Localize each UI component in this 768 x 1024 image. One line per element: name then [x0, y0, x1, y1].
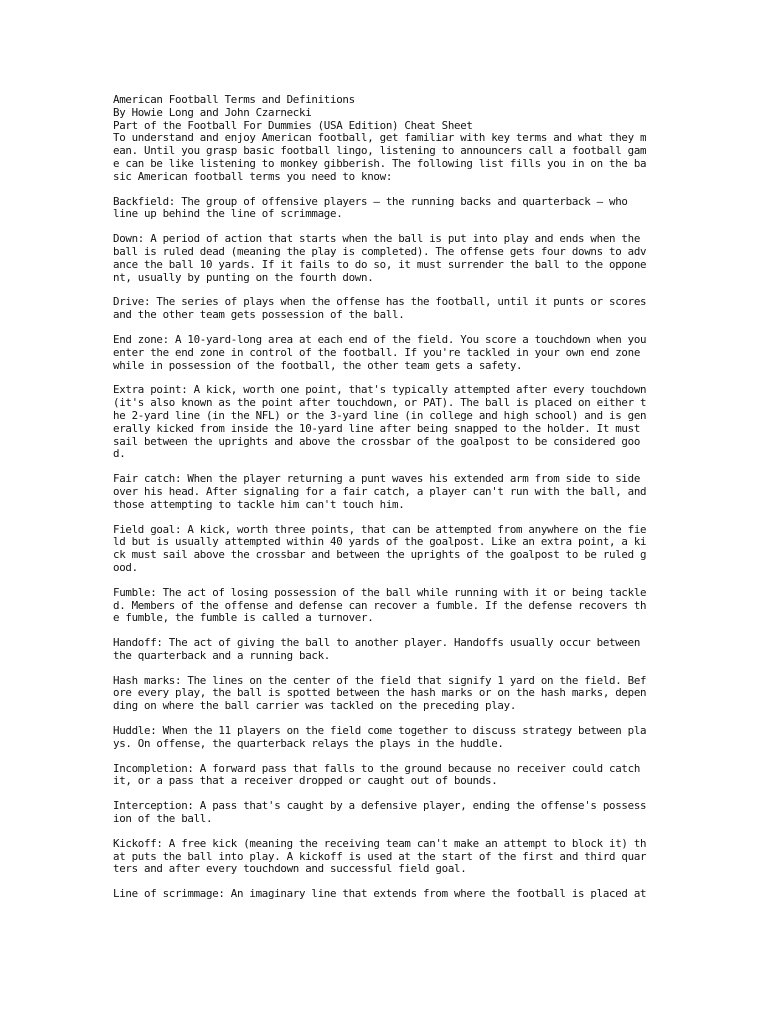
document-page — [113, 94, 658, 901]
term-end-zone — [113, 334, 658, 372]
term-line: he 2-yard line (in the NFL) or the 3-yard line (in college and high school) and is gen — [113, 408, 647, 422]
document-header — [113, 94, 658, 184]
term-line: line up behind the line of scrimmage. — [113, 207, 343, 221]
document-subtitle: Part of the Football For Dummies (USA Edition) Cheat Sheet — [113, 118, 473, 132]
term-interception — [113, 800, 658, 826]
term-line: (it's also known as the point after touchdown, or PAT). The ball is placed on either t — [113, 396, 647, 410]
term-line: ters and after every touchdown and successful field goal. — [113, 862, 467, 876]
term-extra-point — [113, 384, 658, 461]
term-line: enter the end zone in control of the football. If you're tackled in your own end zone — [113, 345, 641, 359]
intro-line: ean. Until you grasp basic football lingo, listening to announcers call a football gam — [113, 144, 647, 158]
term-incompletion — [113, 763, 658, 789]
term-line: Extra point: A kick, worth one point, that's typically attempted after every touchdown — [113, 383, 647, 397]
term-hash-marks — [113, 675, 658, 713]
term-line: ance the ball 10 yards. If it fails to do so, it must surrender the ball to the oppone — [113, 257, 647, 271]
term-line: sail between the uprights and above the crossbar of the goalpost to be considered goo — [113, 434, 641, 448]
term-line: ood. — [113, 560, 138, 574]
term-line: ld but is usually attempted within 40 yards of the goalpost. Like an extra point, a ki — [113, 535, 647, 549]
term-line: ck must sail above the crossbar and between the uprights of the goalpost to be ruled g — [113, 548, 647, 562]
term-line: ding on where the ball carrier was tackled on the preceding play. — [113, 699, 517, 713]
intro-line: e can be like listening to monkey gibberish. The following list fills you in on the ba — [113, 156, 647, 170]
term-kickoff — [113, 838, 658, 876]
term-line: ion of the ball. — [113, 812, 213, 826]
term-line: Hash marks: The lines on the center of the field that signify 1 yard on the field. Bef — [113, 673, 647, 687]
term-line: the quarterback and a running back. — [113, 648, 331, 662]
term-line: Handoff: The act of giving the ball to another player. Handoffs usually occur between — [113, 636, 641, 650]
term-line: Drive: The series of plays when the offense has the football, until it punts or scores — [113, 295, 647, 309]
term-drive — [113, 296, 658, 322]
term-huddle — [113, 725, 658, 751]
document-authors: By Howie Long and John Czarnecki — [113, 105, 312, 119]
term-line: Interception: A pass that's caught by a defensive player, ending the offense's possess — [113, 799, 647, 813]
term-field-goal — [113, 524, 658, 575]
term-line: Field goal: A kick, worth three points, that can be attempted from anywhere on the fie — [113, 522, 647, 536]
term-line: End zone: A 10-yard-long area at each end of the field. You score a touchdown when you — [113, 332, 647, 346]
intro-line: sic American football terms you need to know: — [113, 169, 393, 183]
term-line: Huddle: When the 11 players on the field come together to discuss strategy between pla — [113, 724, 647, 738]
term-fair-catch — [113, 473, 658, 511]
term-line: Line of scrimmage: An imaginary line that extends from where the football is placed at — [113, 887, 647, 901]
term-handoff — [113, 637, 658, 663]
term-line: at puts the ball into play. A kickoff is used at the start of the first and third quar — [113, 849, 647, 863]
term-line: and the other team gets possession of the ball. — [113, 308, 405, 322]
term-line: nt, usually by punting on the fourth down. — [113, 270, 374, 284]
term-line: e fumble, the fumble is called a turnover. — [113, 611, 374, 625]
term-line: over his head. After signaling for a fair catch, a player can't run with the ball, and — [113, 484, 647, 498]
term-line: d. — [113, 447, 126, 461]
term-line: while in possession of the football, the other team gets a safety. — [113, 358, 523, 372]
term-backfield — [113, 196, 658, 222]
term-line-of-scrimmage — [113, 888, 658, 901]
term-line: Kickoff: A free kick (meaning the receiving team can't make an attempt to block it) th — [113, 836, 647, 850]
term-line: Fumble: The act of losing possession of the ball while running with it or being tackle — [113, 585, 647, 599]
term-line: ore every play, the ball is spotted between the hash marks or on the hash marks, depen — [113, 686, 647, 700]
term-fumble — [113, 587, 658, 625]
term-line: those attempting to tackle him can't touch him. — [113, 497, 405, 511]
document-title: American Football Terms and Definitions — [113, 93, 355, 106]
term-line: Fair catch: When the player returning a punt waves his extended arm from side to side — [113, 472, 641, 486]
term-line: it, or a pass that a receiver dropped or caught out of bounds. — [113, 774, 498, 788]
term-line: Backfield: The group of offensive players — the running backs and quarterback — who — [113, 194, 628, 208]
term-line: d. Members of the offense and defense can recover a fumble. If the defense recovers th — [113, 598, 647, 612]
term-line: Down: A period of action that starts when the ball is put into play and ends when the — [113, 232, 641, 246]
term-down — [113, 233, 658, 284]
term-line: ball is ruled dead (meaning the play is completed). The offense gets four downs to adv — [113, 244, 647, 258]
term-line: erally kicked from inside the 10-yard line after being snapped to the holder. It must — [113, 421, 641, 435]
intro-line: To understand and enjoy American football, get familiar with key terms and what they m — [113, 131, 647, 145]
term-line: ys. On offense, the quarterback relays the plays in the huddle. — [113, 736, 504, 750]
term-line: Incompletion: A forward pass that falls to the ground because no receiver could catch — [113, 761, 641, 775]
